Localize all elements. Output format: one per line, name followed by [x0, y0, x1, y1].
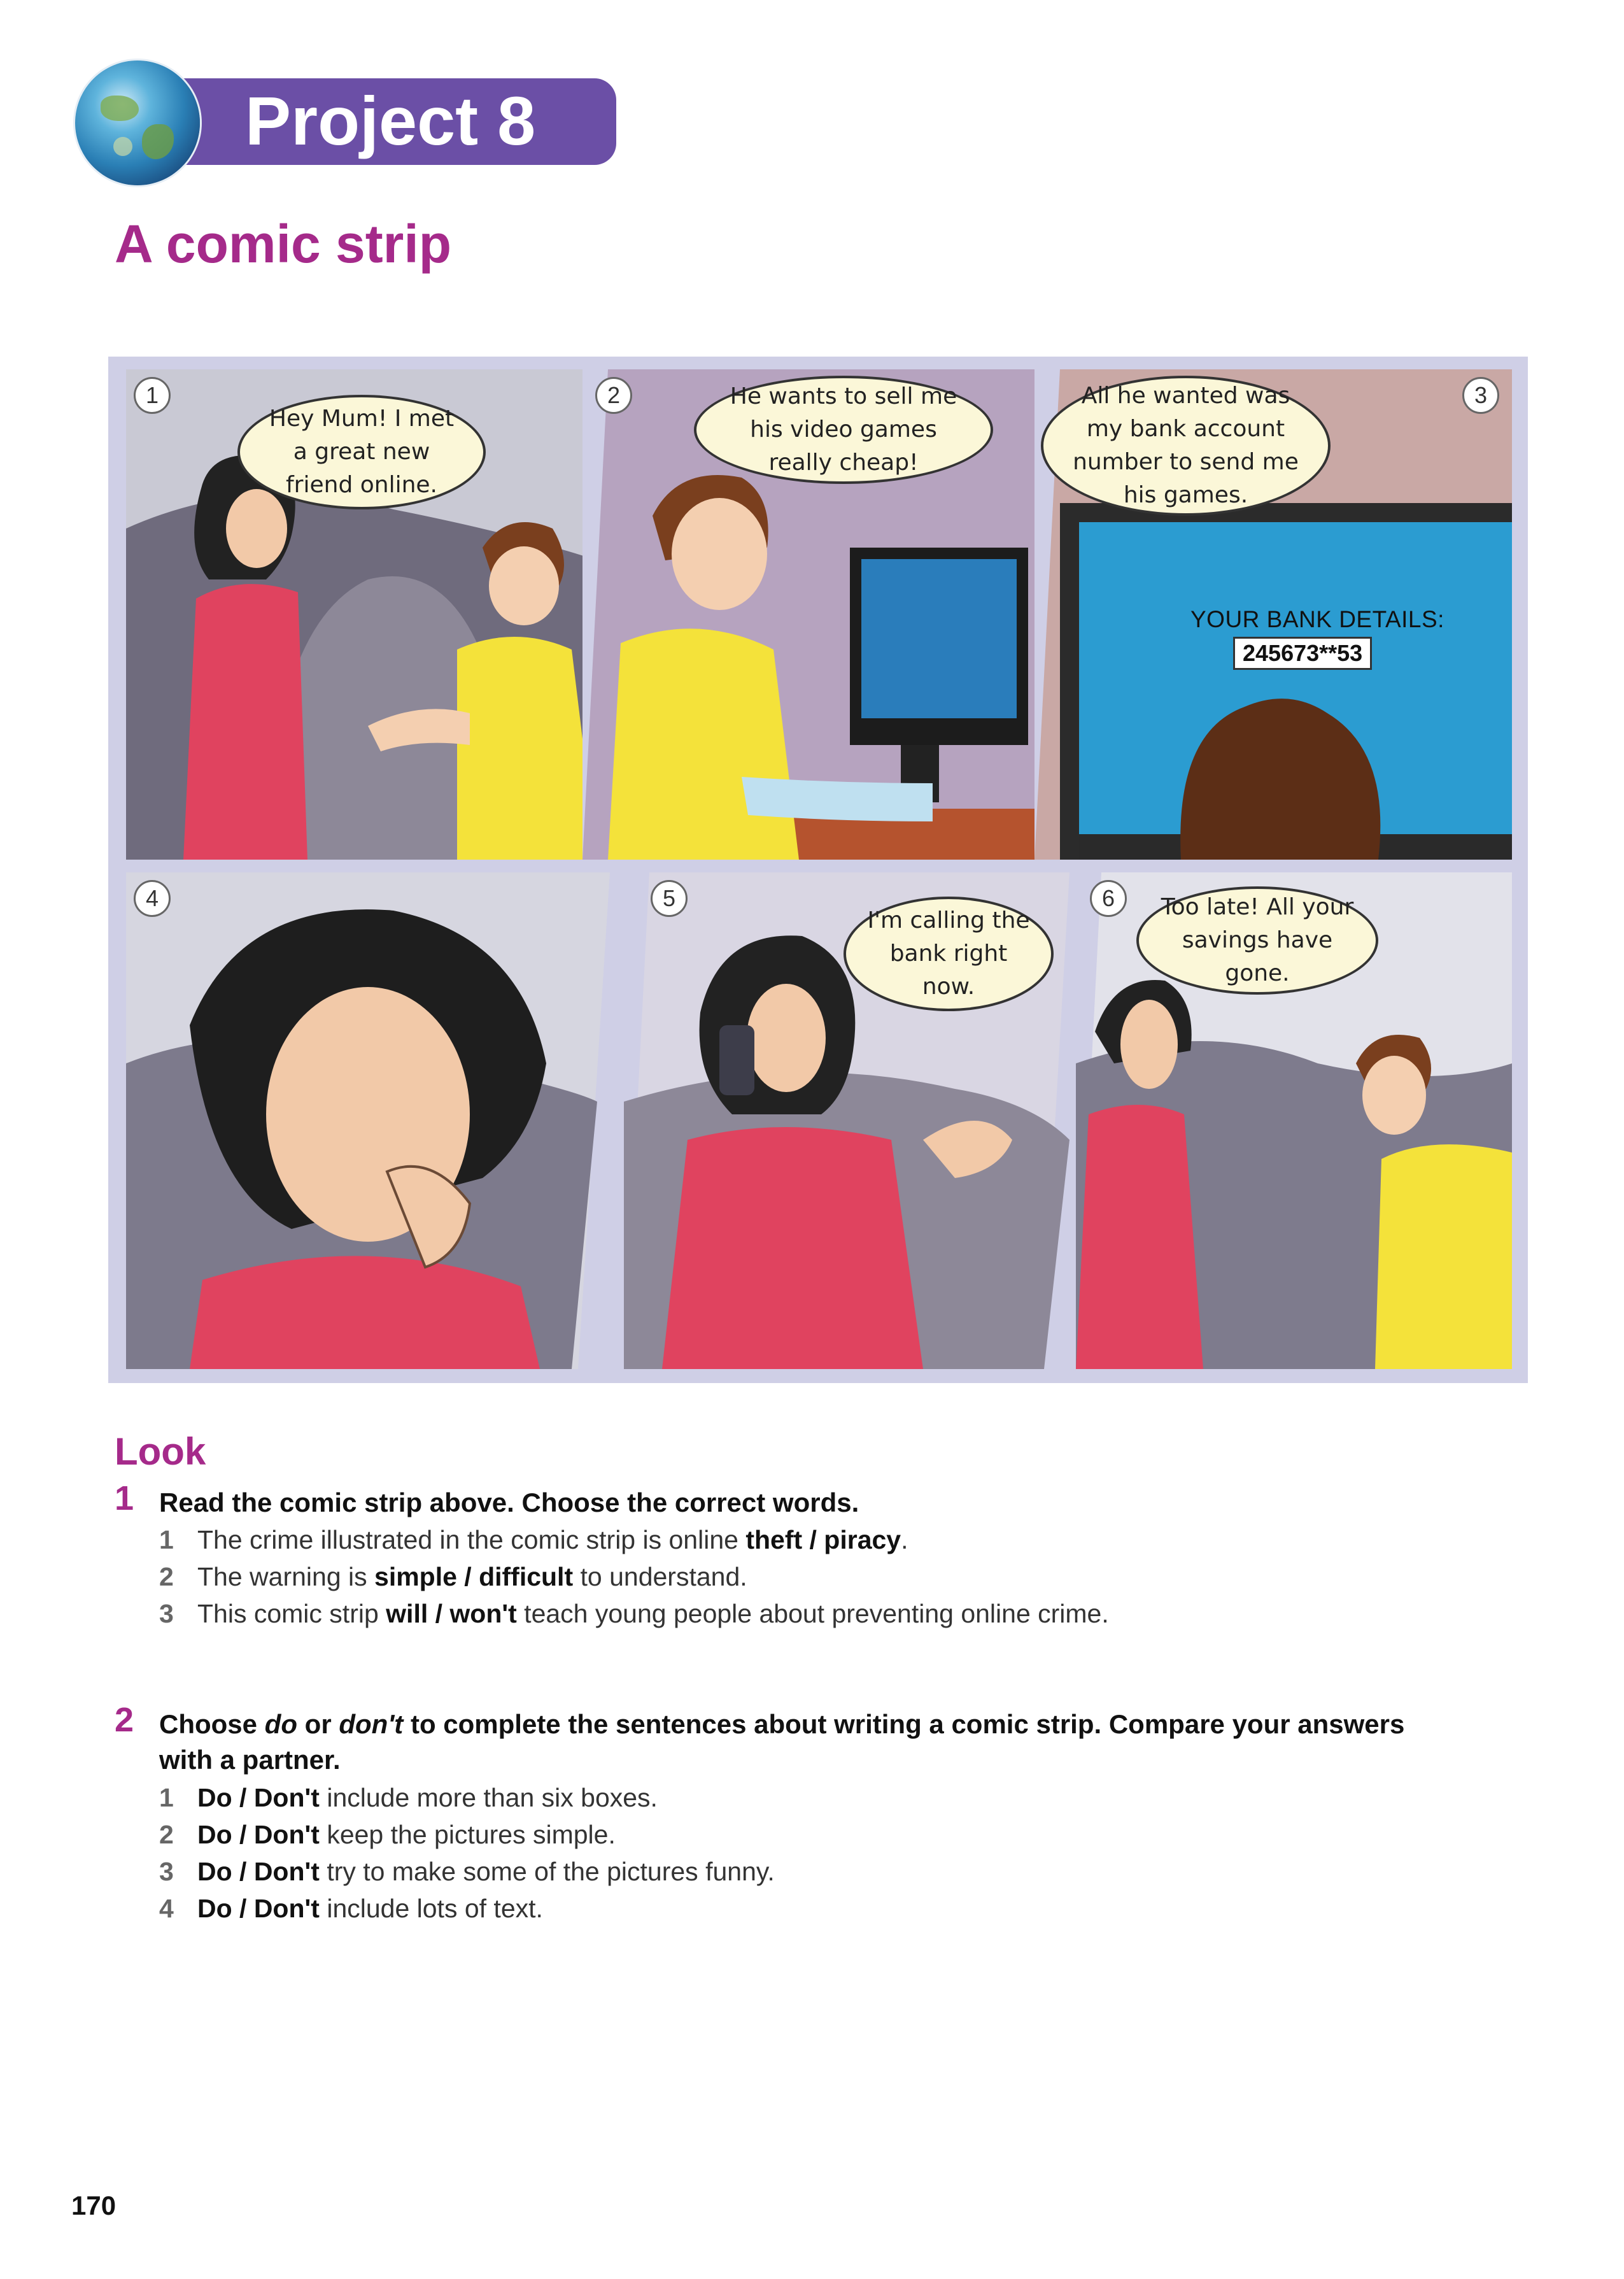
panel-number: 6 — [1090, 880, 1127, 917]
speech-bubble: Hey Mum! I met a great new friend online. — [237, 395, 486, 509]
exercise-2-item-1: 1 Do / Don't include more than six boxes. — [159, 1783, 658, 1812]
exercise-1-item-1: 1 The crime illustrated in the comic strip is online theft / piracy. — [159, 1525, 908, 1554]
comic-panel-4 — [126, 872, 639, 1369]
comic-panel-5 — [624, 872, 1092, 1369]
word-choice[interactable]: Do / Don't — [197, 1783, 320, 1812]
comic-panel-1 — [126, 369, 597, 860]
exercise-1-item-3: 3 This comic strip will / won't teach young people about preventing online crime. — [159, 1599, 1109, 1628]
panel-number: 5 — [651, 880, 688, 917]
panel-number: 2 — [595, 377, 632, 414]
word-choice[interactable]: Do / Don't — [197, 1820, 320, 1849]
word-choice[interactable]: theft / piracy — [745, 1525, 901, 1554]
page-title: Project 8 — [245, 82, 536, 159]
comic-panel-2 — [583, 369, 1050, 860]
comic-panel-6 — [1076, 872, 1512, 1369]
panel-number: 3 — [1462, 377, 1499, 414]
speech-bubble: I'm calling the bank right now. — [844, 897, 1054, 1011]
speech-bubble: He wants to sell me his video games really cheap! — [694, 376, 993, 484]
speech-bubble: Too late! All your savings have gone. — [1136, 886, 1378, 995]
section-title: A comic strip — [115, 214, 452, 274]
exercise-2-item-3: 3 Do / Don't try to make some of the pictures funny. — [159, 1857, 775, 1886]
look-heading: Look — [115, 1430, 206, 1473]
comic-panel-3 — [1034, 369, 1512, 860]
panel-number: 4 — [134, 880, 171, 917]
word-choice[interactable]: simple / difficult — [374, 1562, 574, 1591]
exercise-2-number: 2 — [115, 1701, 134, 1739]
exercise-2-item-4: 4 Do / Don't include lots of text. — [159, 1894, 543, 1923]
exercise-2-item-2: 2 Do / Don't keep the pictures simple. — [159, 1820, 616, 1849]
panel-number: 1 — [134, 377, 171, 414]
word-choice[interactable]: Do / Don't — [197, 1857, 320, 1886]
word-choice[interactable]: will / won't — [386, 1599, 517, 1628]
exercise-1-item-2: 2 The warning is simple / difficult to understand. — [159, 1562, 747, 1591]
globe-icon — [75, 60, 200, 185]
comic-strip — [108, 357, 1528, 1383]
exercise-1-instruction: Read the comic strip above. Choose the correct words. — [159, 1487, 859, 1517]
page-number: 170 — [71, 2190, 117, 2220]
speech-bubble: All he wanted was my bank account number to send me his games. — [1041, 376, 1331, 516]
exercise-2-instruction: Choose do or don't to complete the sentences about writing a comic strip. Compare your answers with a partner. — [159, 1709, 1405, 1775]
bank-details-value: 245673**53 — [1233, 637, 1372, 670]
screen-heading: YOUR BANK DETAILS: — [1190, 606, 1444, 632]
exercise-1-number: 1 — [115, 1479, 134, 1517]
word-choice[interactable]: Do / Don't — [197, 1894, 320, 1923]
